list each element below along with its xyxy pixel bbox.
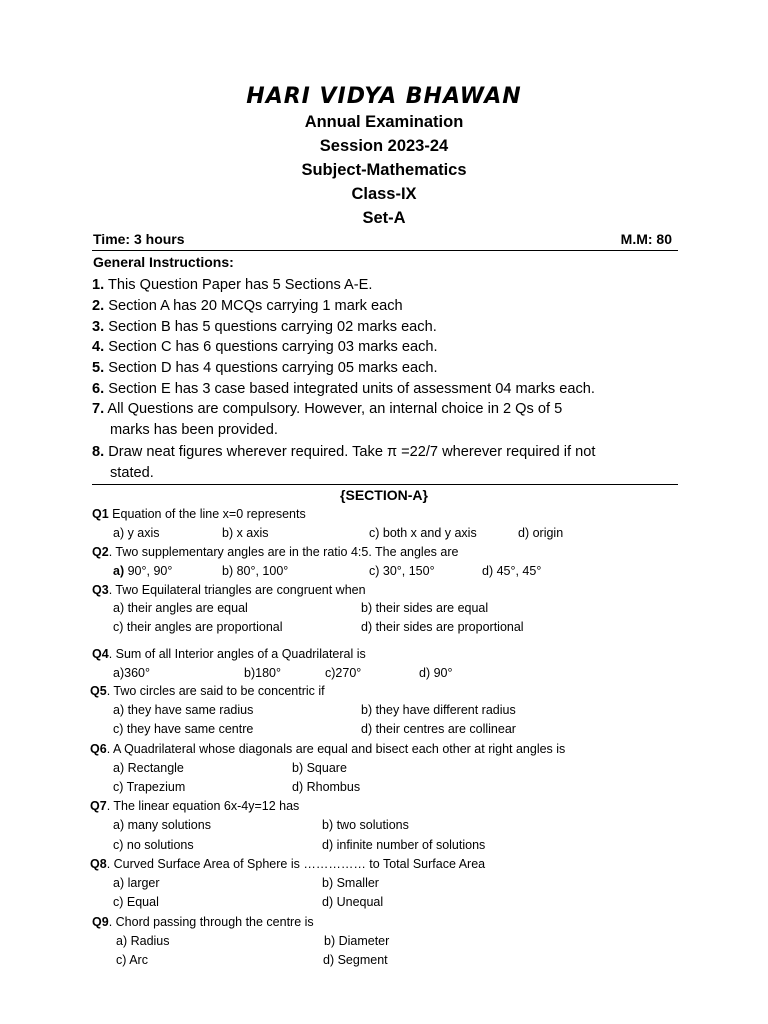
question-number: Q6 [90,742,107,756]
question-text: . A Quadrilateral whose diagonals are equal and bisect each other at right angles is [106,742,566,756]
instruction-number: 2. [92,298,105,314]
instruction-item [92,317,682,338]
option-b: b) two solutions [322,818,409,832]
question-number: Q4 [92,647,109,661]
set: Set-A [362,209,406,227]
instruction-item [92,275,682,296]
question-number: Q7 [90,799,107,813]
option-c: c)270° [325,666,362,680]
option-a: a)360° [113,666,150,680]
instruction-item [92,337,682,358]
option-b: b) they have different radius [361,703,516,717]
question-9 [92,915,314,929]
option-a: a) Radius [116,934,170,948]
question-text: . Two Equilateral triangles are congruent when [108,583,366,597]
option-label: a) [113,564,125,578]
session: Session 2023-24 [319,137,449,155]
instruction-text: This Question Paper has 5 Sections A-E. [107,277,373,293]
option-a [113,564,172,578]
question-6 [90,742,565,756]
instruction-text: Section B has 5 questions carrying 02 marks each. [108,319,437,335]
instruction-text: Section E has 3 case based integrated units of assessment 04 marks each. [108,381,595,397]
instruction-text: Section A has 20 MCQs carrying 1 mark each [108,298,403,314]
instruction-text: Section D has 4 questions carrying 05 marks each. [108,360,438,376]
option-text: 90°, 90° [124,564,173,578]
option-b: b) their sides are equal [361,601,489,615]
option-b: b) Diameter [324,934,390,948]
question-number: Q2 [92,545,109,559]
question-text: . Chord passing through the centre is [108,915,314,929]
question-4 [92,647,366,661]
question-number: Q1 [92,507,109,521]
question-text: . Two circles are said to be concentric if [106,684,325,698]
option-a: a) larger [113,876,160,890]
instruction-number: 1. [92,277,105,293]
question-number: Q3 [92,583,109,597]
option-d: d) their sides are proportional [361,620,524,634]
instruction-text: All Questions are compulsory. However, an internal choice in 2 Qs of 5 [107,401,563,417]
question-number: Q9 [92,915,109,929]
question-3 [92,583,366,597]
instruction-item [92,399,682,441]
subject: Subject-Mathematics [301,161,467,179]
option-c: c) 30°, 150° [369,564,435,578]
question-7 [90,799,299,813]
option-d: d) origin [518,526,564,540]
option-b: b)180° [244,666,281,680]
exam-title: Annual Examination [304,113,464,131]
instruction-continuation: marks has been provided. [110,422,278,438]
question-5 [90,684,325,698]
option-a: a) y axis [113,526,160,540]
instruction-item [92,442,682,484]
school-name: HARI VIDYA BHAWAN [246,84,522,109]
option-a: a) Rectangle [113,761,184,775]
option-b: b) Square [292,761,347,775]
option-a: a) their angles are equal [113,601,248,615]
question-text: . Two supplementary angles are in the ratio 4:5. The angles are [108,545,459,559]
question-2 [92,545,458,559]
option-a: a) many solutions [113,818,211,832]
question-text: . Sum of all Interior angles of a Quadrilateral is [108,647,366,661]
instruction-item [92,358,682,379]
class: Class-IX [351,185,417,203]
instructions-title: General Instructions: [93,254,234,270]
max-marks: M.M: 80 [620,231,672,247]
instruction-item [92,379,682,400]
option-c: c) Trapezium [113,780,186,794]
instruction-item [92,296,682,317]
option-c: c) they have same centre [113,722,254,736]
instruction-number: 3. [92,319,105,335]
option-b: b) Smaller [322,876,379,890]
question-8 [90,857,485,871]
instruction-number: 4. [92,339,105,355]
question-text: . Curved Surface Area of Sphere is …………… to Total Surface Area [106,857,486,871]
option-d: d) 90° [419,666,453,680]
question-text: Equation of the line x=0 represents [108,507,306,521]
time-allowed: Time: 3 hours [93,231,185,247]
option-d: d) their centres are collinear [361,722,516,736]
option-a: a) they have same radius [113,703,254,717]
option-b: b) 80°, 100° [222,564,289,578]
option-c: c) no solutions [113,838,194,852]
question-number: Q5 [90,684,107,698]
option-d: d) 45°, 45° [482,564,542,578]
option-d: d) Unequal [322,895,384,909]
instruction-number: 5. [92,360,105,376]
instructions-divider [92,484,678,485]
section-a-title: {SECTION-A} [340,487,428,503]
instruction-number: 6. [92,381,105,397]
question-1 [92,507,306,521]
option-c: c) their angles are proportional [113,620,283,634]
option-c: c) Arc [116,953,148,967]
question-text: . The linear equation 6x-4y=12 has [106,799,300,813]
question-number: Q8 [90,857,107,871]
header-divider [92,250,678,251]
option-d: d) Rhombus [292,780,361,794]
instruction-continuation: stated. [110,465,154,481]
option-b: b) x axis [222,526,269,540]
instruction-text: Section C has 6 questions carrying 03 marks each. [108,339,438,355]
instruction-number: 7. [92,401,105,417]
instruction-text: Draw neat figures wherever required. Take π =22/7 wherever required if not [108,444,596,460]
option-d: d) infinite number of solutions [322,838,486,852]
instruction-number: 8. [92,444,105,460]
option-c: c) both x and y axis [369,526,477,540]
option-d: d) Segment [323,953,388,967]
option-c: c) Equal [113,895,159,909]
